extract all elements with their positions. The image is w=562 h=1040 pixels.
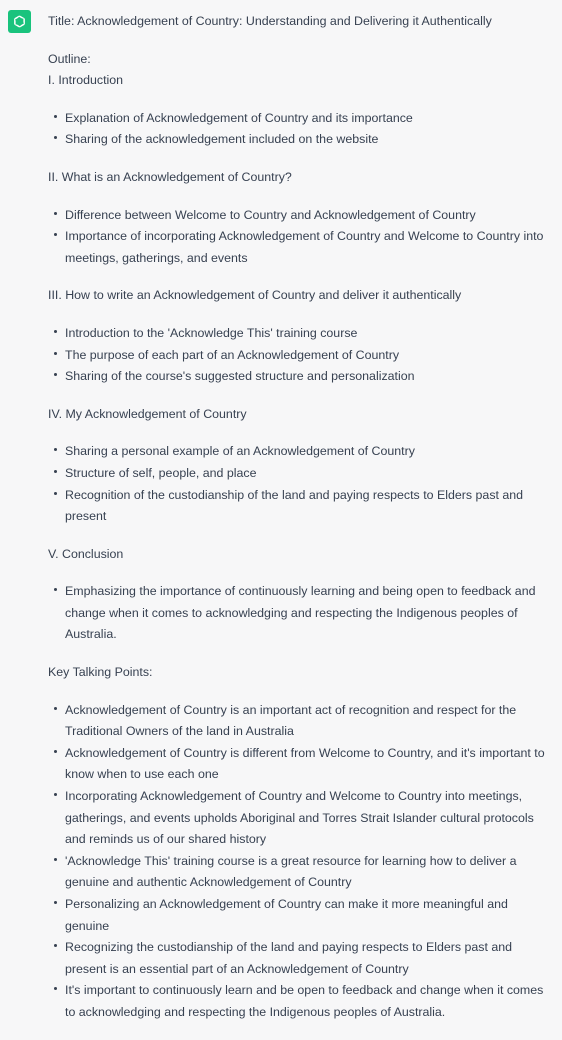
openai-logo-icon <box>12 14 27 29</box>
key-talking-points-list <box>48 700 548 1024</box>
list-item: Structure of self, people, and place <box>48 463 548 485</box>
outline-section <box>48 70 548 151</box>
section-heading: V. Conclusion <box>48 546 124 561</box>
key-talking-points-label: Key Talking Points: <box>48 665 153 680</box>
document-title: Title: Acknowledgement of Country: Understanding and Delivering it Authentically <box>48 14 492 28</box>
section-heading: IV. My Acknowledgement of Country <box>48 406 247 421</box>
section-list <box>48 108 548 151</box>
list-item: The purpose of each part of an Acknowledgement of Country <box>48 345 548 367</box>
list-item: Sharing of the acknowledgement included on the website <box>48 129 548 151</box>
section-list <box>48 205 548 270</box>
list-item: Importance of incorporating Acknowledgement of Country and Welcome to Country into meetings, gatherings, and events <box>48 226 548 269</box>
list-item: Introduction to the 'Acknowledge This' training course <box>48 323 548 345</box>
list-item: Incorporating Acknowledgement of Country and Welcome to Country into meetings, gatherings, and events upholds Aboriginal and Torres Strait Islander cultural protocols and reminds us of our shared history <box>48 786 548 851</box>
list-item: Sharing a personal example of an Acknowledgement of Country <box>48 441 548 463</box>
list-item: Difference between Welcome to Country and Acknowledgement of Country <box>48 205 548 227</box>
section-list <box>48 323 548 388</box>
list-item: Emphasizing the importance of continuously learning and being open to feedback and change when it comes to acknowledging and respecting the Indigenous peoples of Australia. <box>48 581 548 646</box>
list-item: Acknowledgement of Country is different from Welcome to Country, and it's important to know when to use each one <box>48 743 548 786</box>
list-item: Acknowledgement of Country is an important act of recognition and respect for the Traditional Owners of the land in Australia <box>48 700 548 743</box>
section-heading: I. Introduction <box>48 73 124 88</box>
assistant-avatar <box>8 10 31 33</box>
list-item: Sharing of the course's suggested structure and personalization <box>48 366 548 388</box>
list-item: Recognizing the custodianship of the land and paying respects to Elders past and present is an essential part of an Acknowledgement of Country <box>48 937 548 980</box>
outline-section <box>48 404 548 528</box>
list-item: It's important to continuously learn and be open to feedback and change when it comes to acknowledging and respecting the Indigenous peoples of Australia. <box>48 980 548 1023</box>
list-item: 'Acknowledge This' training course is a great resource for learning how to deliver a genuine and authentic Acknowledgement of Country <box>48 851 548 894</box>
outline-section <box>48 285 548 387</box>
list-item: Explanation of Acknowledgement of Country and its importance <box>48 108 548 130</box>
section-list <box>48 581 548 646</box>
assistant-message <box>48 11 548 1040</box>
section-list <box>48 441 548 527</box>
list-item: Recognition of the custodianship of the land and paying respects to Elders past and present <box>48 485 548 528</box>
outline-label: Outline: <box>48 51 91 66</box>
list-item: Personalizing an Acknowledgement of Country can make it more meaningful and genuine <box>48 894 548 937</box>
outline-section <box>48 544 548 646</box>
section-heading: II. What is an Acknowledgement of Country? <box>48 169 292 184</box>
outline-section <box>48 167 548 269</box>
section-heading: III. How to write an Acknowledgement of Country and deliver it authentically <box>48 288 462 303</box>
